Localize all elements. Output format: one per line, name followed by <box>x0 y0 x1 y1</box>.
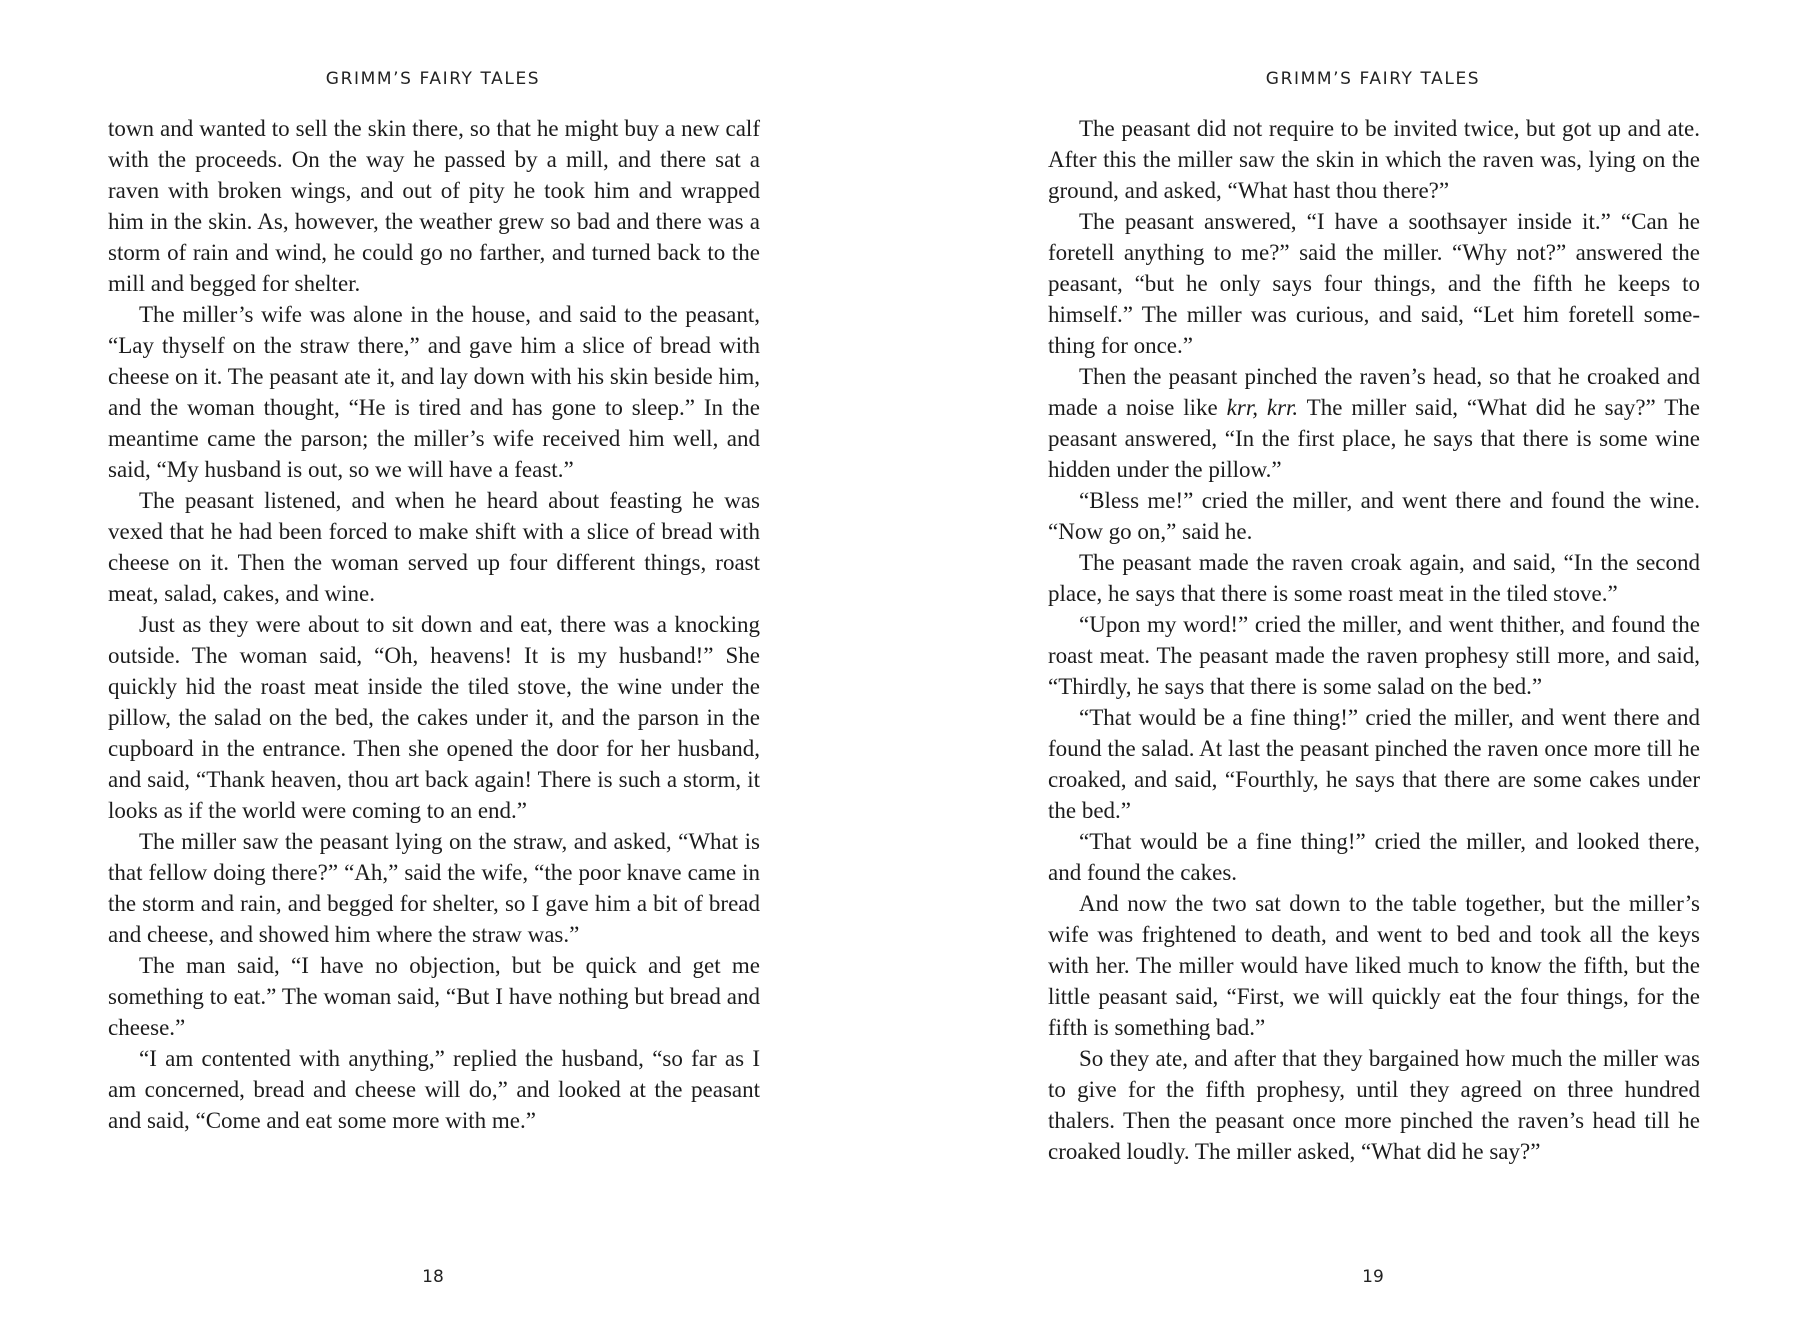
paragraph: Just as they were about to sit down and eat, there was a knocking outside. The woman said, “Oh, heavens! It is my husband!” She quickly hid the roast meat inside the tiled stove, the wine under the pillow, the salad on the bed, the cakes under it, and the parson in the cupboard in the entrance. Then she opened the door for her husband, and said, “Thank heaven, thou art back again! There is such a storm, it looks as if the world were coming to an end.” <box>108 612 760 823</box>
italic-sound: krr, krr. <box>1226 395 1299 420</box>
paragraph: “Bless me!” cried the miller, and went there and found the wine. “Now go on,” said he. <box>1048 488 1700 544</box>
paragraph: The peasant listened, and when he heard about feasting he was vexed that he had been forced to make shift with a slice of bread with cheese on it. Then the woman served up four different things, roast meat, salad, cakes, and wine. <box>108 488 760 606</box>
paragraph: The miller saw the peasant lying on the straw, and asked, “What is that fellow doing there?” “Ah,” said the wife, “the poor knave came in the storm and rain, and begged for shelter, so I gave him a bit of bread and cheese, and showed him where the straw was.” <box>108 829 760 947</box>
paragraph: “Upon my word!” cried the miller, and went thither, and found the roast meat. The peasant made the raven prophesy still more, and said, “Thirdly, he says that there is some salad on the bed.” <box>1048 612 1700 699</box>
running-head-right: GRIMM’S FAIRY TALES <box>1265 69 1481 89</box>
paragraph: The man said, “I have no objection, but be quick and get me something to eat.” The woman said, “But I have nothing but bread and cheese.” <box>108 953 760 1040</box>
paragraph: “I am contented with anything,” replied the husband, “so far as I am concerned, bread and cheese will do,” and looked at the peasant and said, “Come and eat some more with me.” <box>108 1046 760 1133</box>
paragraph: town and wanted to sell the skin there, so that he might buy a new calf with the proceeds. On the way he passed by a mill, and there sat a raven with broken wings, and out of pity he took him and wrapped him in the skin. As, however, the weather grew so bad and there was a storm of rain and wind, he could go no farther, and turned back to the mill and begged for shelter. <box>108 116 760 296</box>
page-number-left: 18 <box>422 1267 444 1287</box>
left-page <box>0 0 760 1326</box>
paragraph-text: The miller said, “What did he say?” The peasant answered, “In the first place, he says that there is some wine hidden under the pillow.” <box>1048 395 1700 482</box>
page-number-right: 19 <box>1362 1267 1384 1287</box>
paragraph <box>1048 361 1700 485</box>
paragraph: The peasant did not require to be invited twice, but got up and ate. After this the miller saw the skin in which the raven was, lying on the ground, and asked, “What hast thou there?” <box>1048 116 1700 203</box>
paragraph: “That would be a fine thing!” cried the miller, and went there and found the salad. At last the peasant pinched the raven once more till he croaked, and said, “Fourthly, he says that there are some cakes under the bed.” <box>1048 705 1700 823</box>
paragraph-text: Then the peasant pinched the raven’s head, so that he croaked and made a noise like <box>1048 364 1700 420</box>
paragraph: “That would be a fine thing!” cried the miller, and looked there, and found the cakes. <box>1048 829 1700 885</box>
paragraph: The miller’s wife was alone in the house, and said to the peasant, “Lay thyself on the straw there,” and gave him a slice of bread with cheese on it. The peasant ate it, and lay down with his skin beside him, and the woman thought, “He is tired and has gone to sleep.” In the meantime came the parson; the miller’s wife received him well, and said, “My husband is out, so we will have a feast.” <box>108 302 760 482</box>
running-head-left: GRIMM’S FAIRY TALES <box>325 69 541 89</box>
right-page-text <box>1048 113 1700 1167</box>
left-page-text <box>108 113 760 1136</box>
paragraph: The peasant answered, “I have a soothsayer inside it.” “Can he foretell anything to me?” said the miller. “Why not?” answered the peasant, “but he only says four things, and the fifth he keeps to himself.” The miller was curious, and said, “Let him foretell something for once.” <box>1048 209 1700 358</box>
paragraph: The peasant made the raven croak again, and said, “In the second place, he says that there is some roast meat in the tiled stove.” <box>1048 550 1700 606</box>
paragraph: So they ate, and after that they bargained how much the miller was to give for the fifth prophesy, until they agreed on three hundred thalers. Then the peasant once more pinched the raven’s head till he croaked loudly. The miller asked, “What did he say?” <box>1048 1046 1700 1164</box>
right-page <box>940 0 1700 1326</box>
paragraph: And now the two sat down to the table together, but the miller’s wife was frightened to death, and went to bed and took all the keys with her. The miller would have liked much to know the fifth, but the little peasant said, “First, we will quickly eat the four things, for the fifth is something bad.” <box>1048 891 1700 1040</box>
